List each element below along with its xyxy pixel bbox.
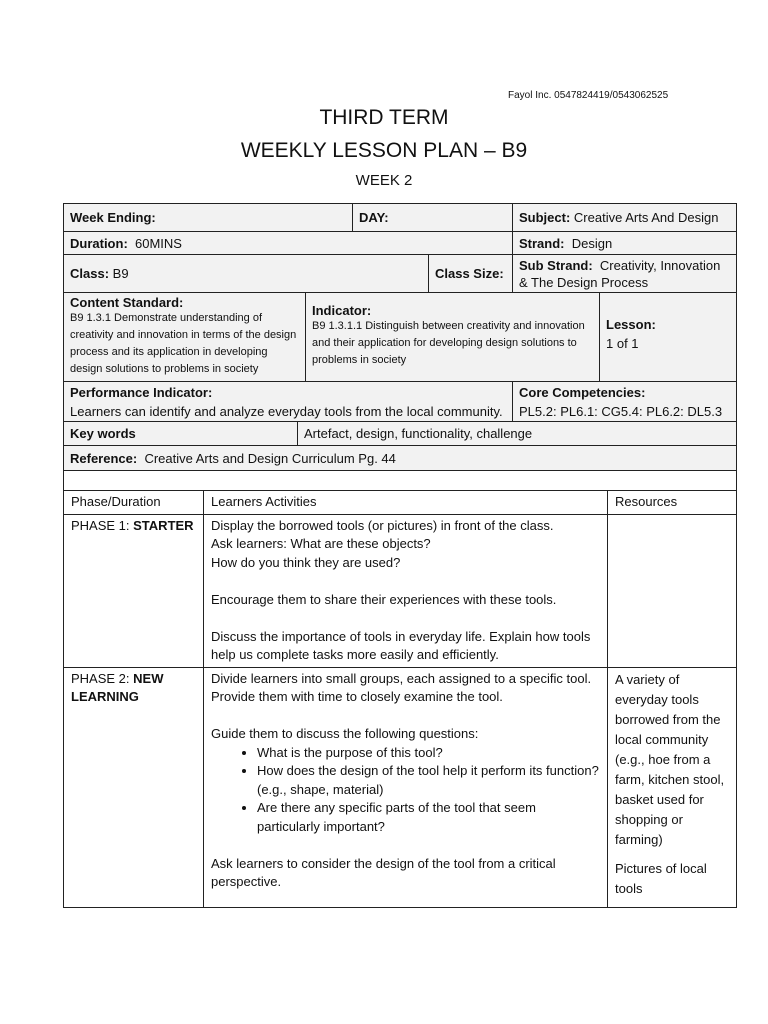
duration-cell xyxy=(64,232,513,255)
phase-2-line-2: Provide them with time to closely examine the tool. xyxy=(211,689,503,704)
class-size-cell xyxy=(429,255,513,293)
indicator-value: B9 1.3.1.1 Distinguish between creativity and innovation and their application for developing design solutions to problems in society xyxy=(312,320,585,366)
lesson-info-table xyxy=(63,203,737,491)
phase-1-activities xyxy=(204,514,608,667)
phase-2-name-a: NEW xyxy=(133,670,164,686)
phase-header: Phase/Duration xyxy=(64,491,204,515)
subject-label: Subject: xyxy=(519,210,571,225)
duration-label: Duration: xyxy=(70,235,128,251)
content-standard-value: B9 1.3.1 Demonstrate understanding of creativity and innovation in terms of the design process and its application in developing design solutions to problems in society xyxy=(70,312,297,375)
day-cell xyxy=(353,204,513,232)
company-contact: Fayol Inc. 0547824419/0543062525 xyxy=(508,90,669,101)
question-item: • How does the design of the tool help it perform its function? (e.g., shape, material) xyxy=(257,762,600,799)
class-label: Class: xyxy=(70,266,110,281)
phase-1-resources xyxy=(608,514,737,667)
phase-1-line-4: Encourage them to share their experiences with these tools. xyxy=(211,591,557,607)
content-standard-label: Content Standard: xyxy=(70,295,184,310)
class-cell xyxy=(64,255,429,293)
duration-value: 60MINS xyxy=(135,235,182,251)
lesson-cell xyxy=(600,293,737,382)
term-title: THIRD TERM xyxy=(319,106,449,129)
lesson-phases-table xyxy=(63,490,737,908)
indicator-cell xyxy=(306,293,600,382)
question-item: • Are there any specific parts of the tool that seem particularly important? xyxy=(257,799,600,836)
sub-strand-label: Sub Strand: xyxy=(519,257,593,273)
strand-label: Strand: xyxy=(519,235,565,251)
sub-strand-value: Creativity, Innovation & The Design Process xyxy=(519,257,721,290)
empty-row xyxy=(64,471,737,491)
activities-header: Learners Activities xyxy=(204,491,608,515)
phase-1-prefix: PHASE 1: xyxy=(71,517,134,533)
phase-2-resources xyxy=(608,667,737,907)
performance-indicator-cell xyxy=(64,382,513,422)
phase-2-line-3: Guide them to discuss the following questions: xyxy=(211,726,479,741)
resources-header: Resources xyxy=(608,491,737,515)
core-competencies-label: Core Competencies: xyxy=(519,384,646,400)
class-size-label: Class Size: xyxy=(435,266,504,281)
question-list xyxy=(211,744,600,837)
core-competencies-cell xyxy=(513,382,737,422)
lesson-label: Lesson: xyxy=(606,317,656,332)
reference-label: Reference: xyxy=(70,450,138,466)
phase-1-line-1: Display the borrowed tools (or pictures) in front of the class. xyxy=(211,517,554,533)
keywords-label-cell xyxy=(64,422,298,446)
phase-1-line-3: How do you think they are used? xyxy=(211,554,401,570)
phase-2-activities xyxy=(204,667,608,907)
week-ending-label: Week Ending: xyxy=(70,210,156,225)
week-ending-cell xyxy=(64,204,353,232)
resource-item: A variety of everyday tools borrowed from the local community (e.g., hoe from a farm, kitchen stool, basket used for shopping or farming) xyxy=(615,671,725,847)
phase-1-name: STARTER xyxy=(133,517,194,533)
phase-2-line-4: Ask learners to consider the design of the tool from a critical perspective. xyxy=(211,855,556,889)
strand-value: Design xyxy=(571,235,613,251)
indicator-label: Indicator: xyxy=(312,303,372,318)
lesson-value: 1 of 1 xyxy=(606,336,639,351)
phase-2-prefix: PHASE 2: xyxy=(71,670,134,686)
subject-cell xyxy=(513,204,737,232)
content-standard-cell xyxy=(64,293,306,382)
sub-strand-cell xyxy=(513,255,737,293)
reference-value: Creative Arts and Design Curriculum Pg. 44 xyxy=(144,450,396,466)
keywords-value-cell xyxy=(298,422,737,446)
performance-indicator-value: Learners can identify and analyze everyday tools from the local community. xyxy=(70,403,503,419)
question-item: • What is the purpose of this tool? xyxy=(257,744,600,763)
subject-value: Creative Arts And Design xyxy=(573,210,719,225)
phase-2-cell xyxy=(64,667,204,907)
resource-item: Pictures of local tools xyxy=(615,860,707,896)
phase-1-cell xyxy=(64,514,204,667)
keywords-value: Artefact, design, functionality, challenge xyxy=(304,426,533,441)
reference-cell xyxy=(64,446,737,471)
strand-cell xyxy=(513,232,737,255)
performance-indicator-label: Performance Indicator: xyxy=(70,384,213,400)
plan-title: WEEKLY LESSON PLAN – B9 xyxy=(240,139,528,162)
phase-1-line-2: Ask learners: What are these objects? xyxy=(211,536,431,551)
week-title: WEEK 2 xyxy=(355,172,413,189)
phase-1-line-5: Discuss the importance of tools in everyday life. Explain how tools help us complete tasks more easily and efficiently. xyxy=(211,628,591,662)
core-competencies-value: PL5.2: PL6.1: CG5.4: PL6.2: DL5.3 xyxy=(519,403,723,419)
phase-2-line-1: Divide learners into small groups, each assigned to a specific tool. xyxy=(211,670,592,686)
day-label: DAY: xyxy=(359,210,389,225)
phase-2-name-b: LEARNING xyxy=(71,689,139,704)
keywords-label: Key words xyxy=(70,426,136,441)
class-value: B9 xyxy=(112,266,129,281)
